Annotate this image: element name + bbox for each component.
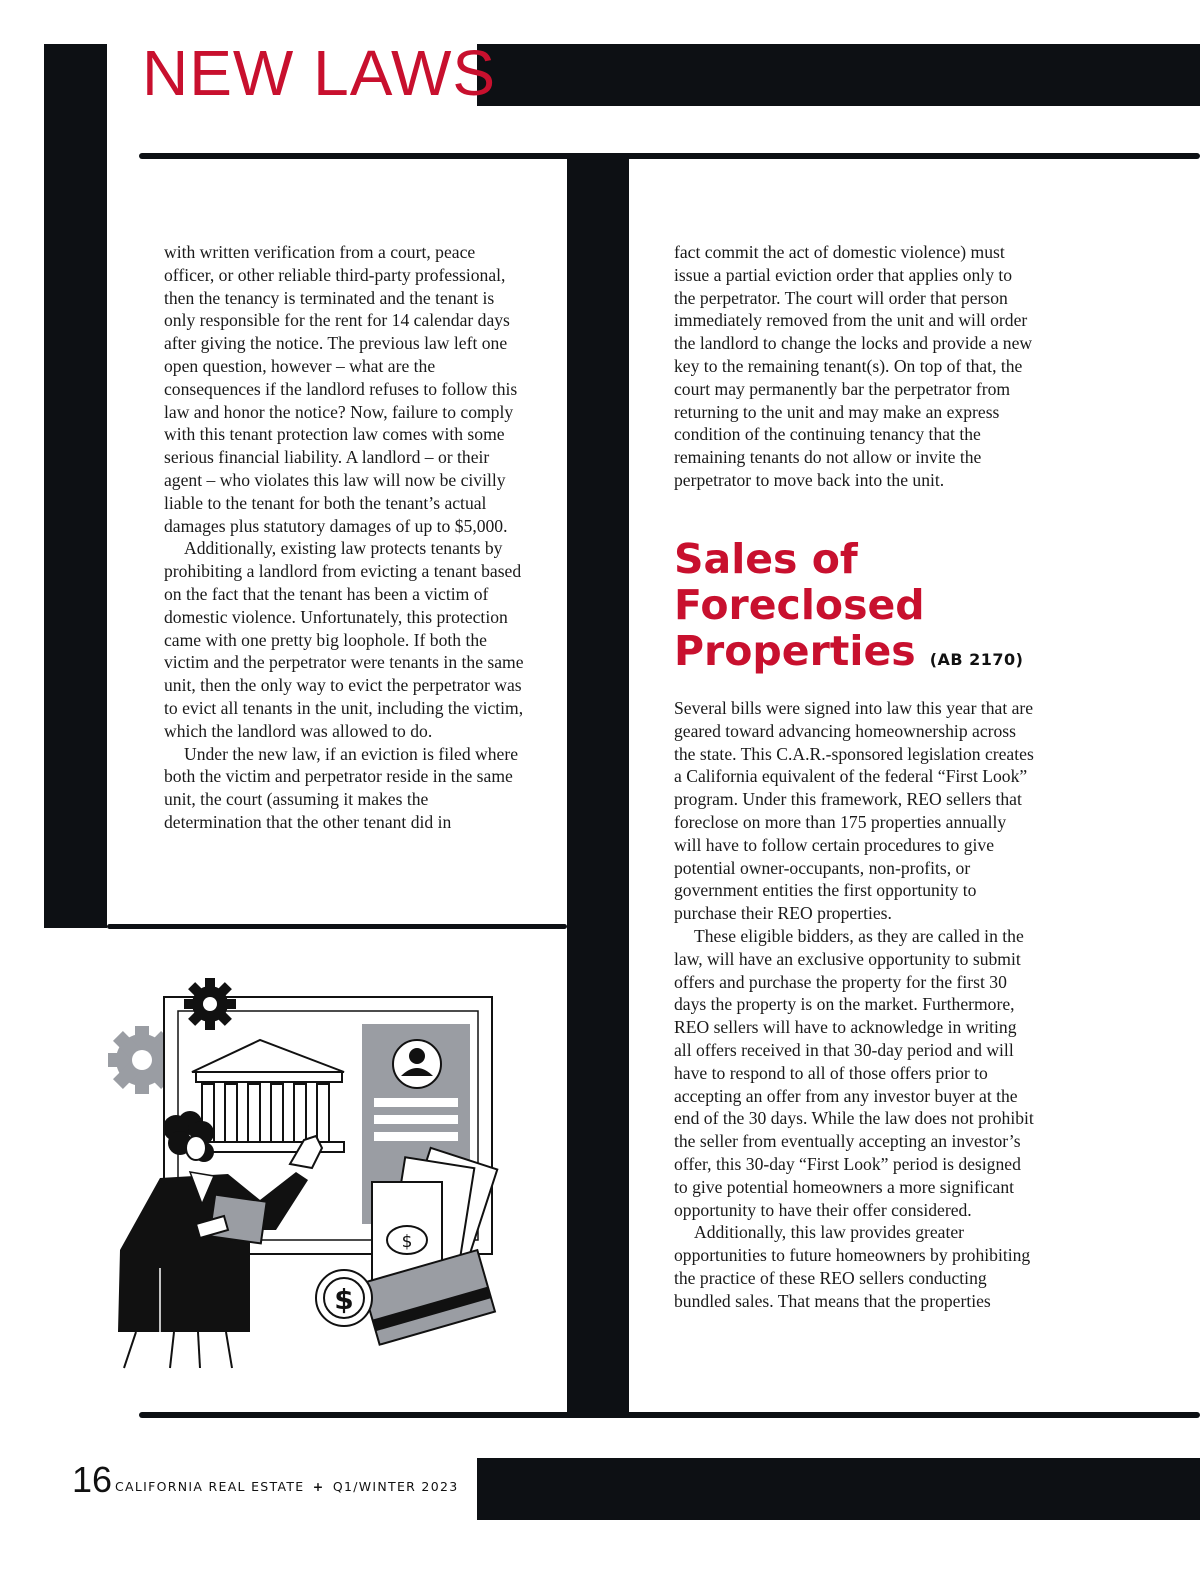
bottom-horizontal-rule — [139, 1412, 1200, 1418]
publication-name: CALIFORNIA REAL ESTATE — [115, 1479, 305, 1494]
right-column-body — [674, 697, 1036, 1313]
bill-symbol: $ — [401, 1232, 413, 1252]
paragraph: Under the new law, if an eviction is filed where both the victim and perpetrator reside in the same unit, the court (assuming it makes the determination that the other tenant did in — [164, 743, 518, 832]
paragraph: Additionally, this law provides greater opportunities to future homeowners by prohibiting the practice of these REO sellers conducting bundled sales. That means that the properties — [674, 1222, 1031, 1311]
bill-number: (AB 2170) — [929, 650, 1024, 669]
top-horizontal-rule — [139, 153, 1200, 159]
heading-line: Properties — [674, 627, 916, 675]
page-number: 16 — [72, 1459, 113, 1500]
paragraph: Additionally, existing law protects tenants by prohibiting a landlord from evicting a tenant based on the fact that the tenant has been a victim of domestic violence. Unfortunately, this protection came with one pretty big loophole. If both the victim and the perpetrator were tenants in the same unit, then the only way to evict the perpetrator was to evict all tenants in the unit, including the victim, which the landlord was allowed to do. — [164, 538, 524, 741]
left-black-bar — [44, 44, 107, 928]
left-column — [164, 241, 524, 834]
heading-line: Sales of — [674, 535, 858, 583]
paragraph: These eligible bidders, as they are called in the law, will have an exclusive opportunity to submit offers and purchase the property for the first 30 days the property is on the market. Furthermore, REO sellers will have to acknowledge in writing all offers received in that 30-day period and will have to respond to all of those offers prior to accepting an offer from any investor buyer at the end of the 30 days. While the law does not prohibit the seller from eventually accepting an investor’s offer, this 30-day “First Look” period is designed to give potential homeowners a more significant opportunity to have their offer considered. — [674, 925, 1034, 1220]
article-heading — [674, 536, 1114, 683]
heading-line: Foreclosed — [674, 581, 925, 629]
coin-symbol: $ — [334, 1283, 354, 1316]
issue-label: Q1/WINTER 2023 — [332, 1479, 459, 1494]
middle-horizontal-rule — [107, 924, 567, 929]
paragraph: fact commit the act of domestic violence) must issue a partial eviction order that applies only to the perpetrator. The court will order that person immediately removed from the unit and will order the landlord to change the locks and provide a new key to the remaining tenant(s). On top of that, the court may permanently bar the perpetrator from returning to the unit and may make an express condition of the continuing tenancy that the remaining tenants do not allow or invite the perpetrator to move back into the unit. — [674, 242, 1033, 490]
top-right-black-band — [477, 44, 1200, 106]
black-gear-icon — [184, 978, 236, 1030]
publication-line — [115, 1479, 458, 1495]
center-black-bar — [567, 158, 629, 1414]
paragraph: with written verification from a court, peace officer, or other reliable third-party professional, then the tenancy is terminated and the tenant is only responsible for the rent for 14 calendar days after giving the notice. The previous law left one open question, however – what are the consequences if the landlord refuses to follow this law and honor the notice? Now, failure to comply with this tenant protection law comes with some serious financial liability. A landlord – or their agent – who violates this law will now be civilly liable to the tenant for both the tenant’s actual damages plus statutory damages of up to $5,000. — [164, 242, 518, 536]
bottom-right-black-band — [477, 1458, 1200, 1520]
section-title: NEW LAWS — [142, 37, 497, 109]
coin-icon — [316, 1270, 372, 1326]
paragraph: Several bills were signed into law this year that are geared toward advancing homeownership across the state. This C.A.R.-sponsored legislation creates a California equivalent of the federal “First Look” program. Under this framework, REO sellers that foreclose on more than 175 properties annually will have to follow certain procedures to give potential owner-occupants, non-profits, or government entities the first opportunity to purchase their REO properties. — [674, 698, 1034, 924]
illustration — [100, 968, 510, 1378]
footer-separator: + — [312, 1479, 325, 1494]
right-column-top — [674, 241, 1036, 492]
